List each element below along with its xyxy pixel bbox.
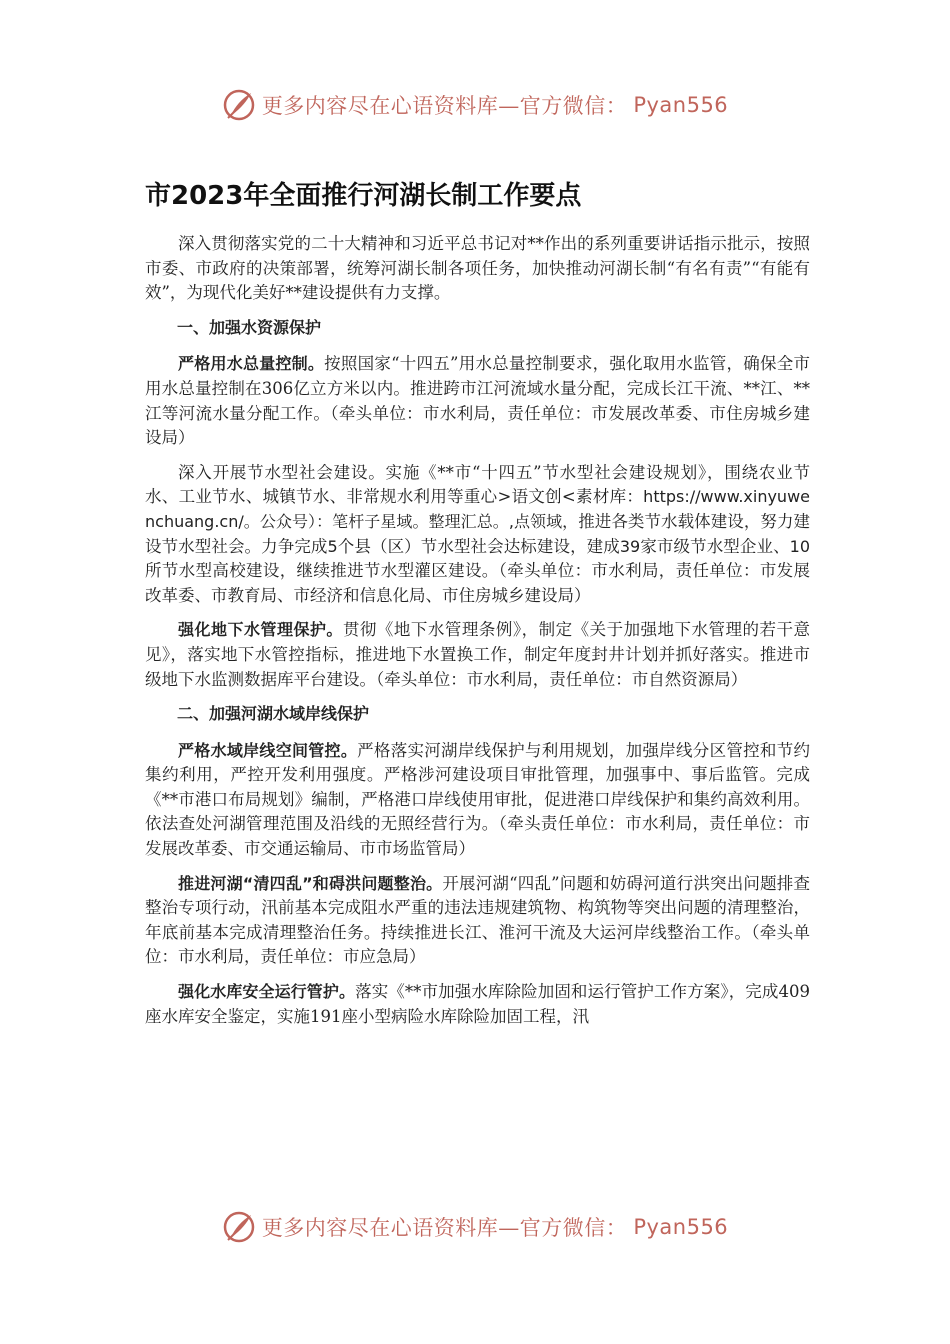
paragraph-lead: 严格水域岸线空间管控。 [178, 740, 358, 760]
paragraph-four-chaos [145, 872, 810, 970]
intro-paragraph: 深入贯彻落实党的二十大精神和习近平总书记对**作出的系列重要讲话指示批示，按照市委、市政府的决策部署，统筹河湖长制各项任务，加快推动河湖长制“有名有责”“有能有效”，为现代化美好**建设提供有力支撑。 [145, 234, 810, 303]
paragraph-number: 39 [619, 536, 641, 556]
paragraph-number: 5 [327, 536, 338, 556]
section-heading-2: 二、加强河湖水域岸线保护 [177, 704, 370, 724]
document-body [145, 232, 810, 1039]
paragraph-body: 家市级节水型企业、 [640, 536, 790, 556]
paragraph-body: 严格落实河湖岸线保护与利用规划，加强岸线分区管控和节约集约利用，严控开发利用强度。严格涉河建设项目审批管理，加强事中、事后监管。完成《**市港口布局规划》编制，严格港口岸线使用审批，促进港口岸线保护和集约高效利用。依法查处河湖管理范围及沿线的无照经营行为。（牵头责任单位：市水利局，责任单位：市发展改革委、市交通运输局、市市场监管局） [145, 740, 810, 859]
watermark-text: 更多内容尽在心语资料库—官方微信： [261, 94, 628, 118]
section-heading-1: 一、加强水资源保护 [177, 317, 322, 337]
paragraph-number: 10 [789, 536, 811, 556]
paragraph-lead: 严格用水总量控制。 [178, 354, 325, 374]
watermark-banner-bottom [0, 1202, 950, 1252]
paragraph-water-saving-society [145, 461, 810, 609]
paragraph-lead: 强化地下水管理保护。 [178, 620, 343, 640]
paragraph-water-total-control [145, 352, 810, 450]
document-title: 市2023年全面推行河湖长制工作要点 [145, 181, 582, 211]
paragraph-body: 落实《**市加强水库除险加固和运行管护工作方案》，完成409座水库安全鉴定，实施191座小型病险水库除险加固工程，汛 [145, 982, 810, 1026]
quill-pen-icon [222, 88, 256, 122]
paragraph-body: 推进各类节水载体建设，努力建设节水型社会。力争完成 [145, 511, 811, 556]
paragraph-reservoir-safety [145, 980, 810, 1029]
paragraph-body: 按照国家“十四五”用水总量控制要求，强化取用水监管，确保全市用水总量控制在306亿立方米以内。推进跨市江河流域水量分配，完成长江干流、**江、**江等河流水量分配工作。（牵头单位：市水利局，责任单位：市发展改革委、市住房城乡建设局） [145, 354, 810, 448]
watermark-wechat-id: Pyan556 [633, 93, 729, 117]
watermark-text: 更多内容尽在心语资料库—官方微信： [261, 1216, 628, 1240]
paragraph-lead: 强化水库安全运行管护。 [178, 982, 356, 1002]
quill-pen-icon [222, 1210, 256, 1244]
paragraph-lead: 推进河湖“清四乱”和碍洪问题整治。 [178, 873, 443, 893]
paragraph-body: 个县（区）节水型社会达标建设，建成 [337, 536, 620, 556]
paragraph-body: 开展河湖“四乱”问题和妨碍河道行洪突出问题排查整治专项行动，汛前基本完成阻水严重的违法违规建筑物、构筑物等突出问题的清理整治，年底前基本完成清理整治任务。持续推进长江、淮河干流及大运河岸线整治工作。（牵头单位：市水利局，责任单位：市应急局） [145, 873, 810, 967]
paragraph-body: 深入开展节水型社会建设。实施《**市“十四五”节水型社会建设规划》，围绕农业节水、工业节水、城镇节水、非常规水利用等重心>语文创<素材库： [145, 462, 810, 507]
paragraph-groundwater [145, 618, 810, 692]
paragraph-url-text: https://www.xinyuwenchuang.cn/。公众号）：笔杆子星域。整理汇总。,点领域， [145, 487, 810, 531]
paragraph-body: 所节水型高校建设，继续推进节水型灌区建设。（牵头单位：市水利局，责任单位：市发展改革委、市教育局、市经济和信息化局、市住房城乡建设局） [145, 561, 810, 605]
watermark-banner-top [0, 80, 950, 130]
watermark-wechat-id: Pyan556 [633, 1215, 729, 1239]
paragraph-body: 贯彻《地下水管理条例》，制定《关于加强地下水管理的若干意见》，落实地下水管控指标，推进地下水置换工作，制定年度封井计划并抓好落实。推进市级地下水监测数据库平台建设。（牵头单位：市水利局，责任单位：市自然资源局） [145, 620, 810, 689]
paragraph-shoreline-control [145, 739, 810, 862]
